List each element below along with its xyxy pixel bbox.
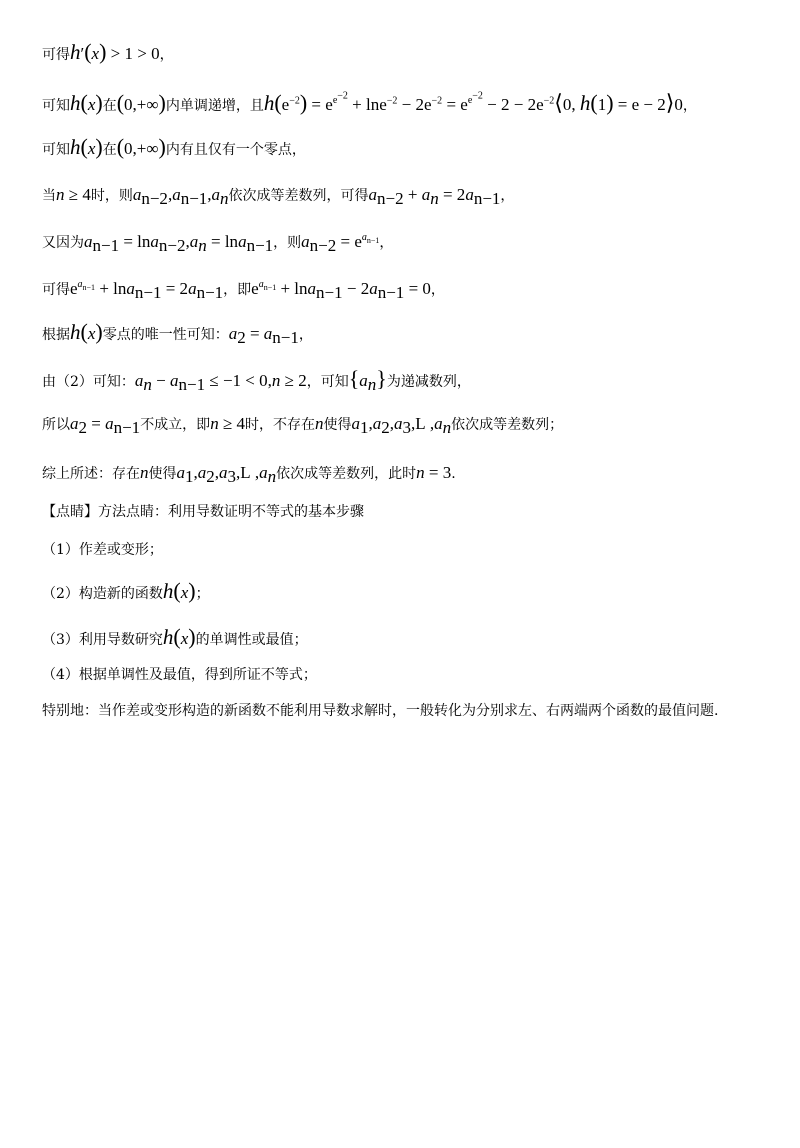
text: 又因为 — [42, 235, 84, 251]
line-8: 由（2）可知：$a_n - a_{n-1} \le -1 < 0,n \ge 2$，可知$\{a_n\}$为递减数列， — [42, 366, 471, 394]
text: ； — [195, 586, 210, 602]
text: 可得 — [42, 47, 70, 63]
tips-step-3: （3）利用导数研究h(x)的单调性或最值； — [42, 624, 308, 649]
text: 可知 — [42, 142, 70, 158]
text: 内单调递增，且 — [165, 98, 264, 114]
text: 【点睛】方法点睛：利用导数证明不等式的基本步骤 — [42, 504, 364, 520]
tips-title — [42, 500, 364, 524]
text: 所以 — [42, 417, 70, 433]
text: 可知 — [42, 98, 70, 114]
text: 由（2）可知： — [42, 374, 135, 390]
text: ， — [379, 235, 394, 251]
text: ， — [159, 47, 174, 63]
text: 依次成等差数列，此时 — [276, 466, 417, 482]
line-4: 当n ≥ 4时，则$a_{n-2},a_{n-1},a_n$依次成等差数列，可得$a_{n-2} + a_n = 2a_{n-1}$， — [42, 185, 515, 208]
text: 特别地：当作差或变形构造的新函数不能利用导数求解时，一般转化为分别求左、右两端两个函数的最值问题. — [42, 703, 719, 719]
tips-special — [42, 696, 758, 726]
line-9: 所以$a_2 = a_{n-1}$不成立，即n ≥ 4时，不存在n使得$a_1,a_2,a_3,L$ $,a_n$依次成等差数列； — [42, 414, 564, 437]
text: 零点的唯一性可知： — [102, 327, 229, 343]
text: 时，则 — [90, 188, 133, 204]
text: （2）构造新的函数 — [42, 586, 163, 602]
line-1: 可得h′(x) > 1 > 0， — [42, 39, 174, 64]
text: （4）根据单调性及最值，得到所证不等式； — [42, 667, 317, 683]
text: ， — [682, 98, 697, 114]
line-10: 综上所述：存在n使得$a_1,a_2,a_3,L$ $,a_n$依次成等差数列，此时n = 3. — [42, 463, 456, 486]
text: 内有且仅有一个零点， — [165, 142, 306, 158]
line-6: 可得$e^{a_{n-1}} + \ln a_{n-1} = 2a_{n-1}$，即$e^{a_{n-1}} + \ln a_{n-1} - 2a_{n-1} = 0$， — [42, 279, 445, 302]
text: 在 — [102, 142, 117, 158]
text: ， — [298, 327, 313, 343]
tips-step-1 — [42, 538, 163, 562]
text: 不成立，即 — [140, 417, 211, 433]
text: ，则 — [273, 235, 302, 251]
text: 使得 — [148, 466, 177, 482]
text: . — [451, 466, 456, 482]
text: ，即 — [223, 282, 252, 298]
text: ，可知 — [306, 374, 349, 390]
text: 在 — [102, 98, 117, 114]
line-5: 又因为$a_{n-1} = \ln a_{n-2},a_n = \ln a_{n-1}$，则$a_{n-2} = e^{a_{n-1}}$， — [42, 232, 394, 255]
line-3: 可知h(x)在(0,+∞)内有且仅有一个零点， — [42, 134, 306, 159]
text: 依次成等差数列； — [451, 417, 564, 433]
text: 使得 — [323, 417, 352, 433]
tips-step-4 — [42, 663, 317, 687]
text: 依次成等差数列，可得 — [228, 188, 369, 204]
tips-step-2: （2）构造新的函数h(x)； — [42, 578, 210, 603]
text: 为递减数列， — [386, 374, 471, 390]
text: （3）利用导数研究 — [42, 632, 163, 648]
line-7: 根据h(x)零点的唯一性可知：$a_2 = a_{n-1}$， — [42, 319, 313, 347]
text: 根据 — [42, 327, 70, 343]
line-2: 可知h(x)在(0,+∞)内单调递增，且$h(e^{-2}) = e^{e^{-2}} + \ln e^{-2} - 2e^{-2} = e^{e^{-2}} - 2$ − $2e^{-2}⟨0$, h(1) = e − 2⟩0， — [42, 90, 697, 115]
text: 可得 — [42, 282, 70, 298]
text: ， — [500, 188, 515, 204]
text: 当 — [42, 188, 56, 204]
text: 的单调性或最值； — [195, 632, 308, 648]
text: （1）作差或变形； — [42, 542, 163, 558]
text: 时，不存在 — [245, 417, 316, 433]
text: ， — [430, 282, 445, 298]
text: 综上所述：存在 — [42, 466, 140, 482]
